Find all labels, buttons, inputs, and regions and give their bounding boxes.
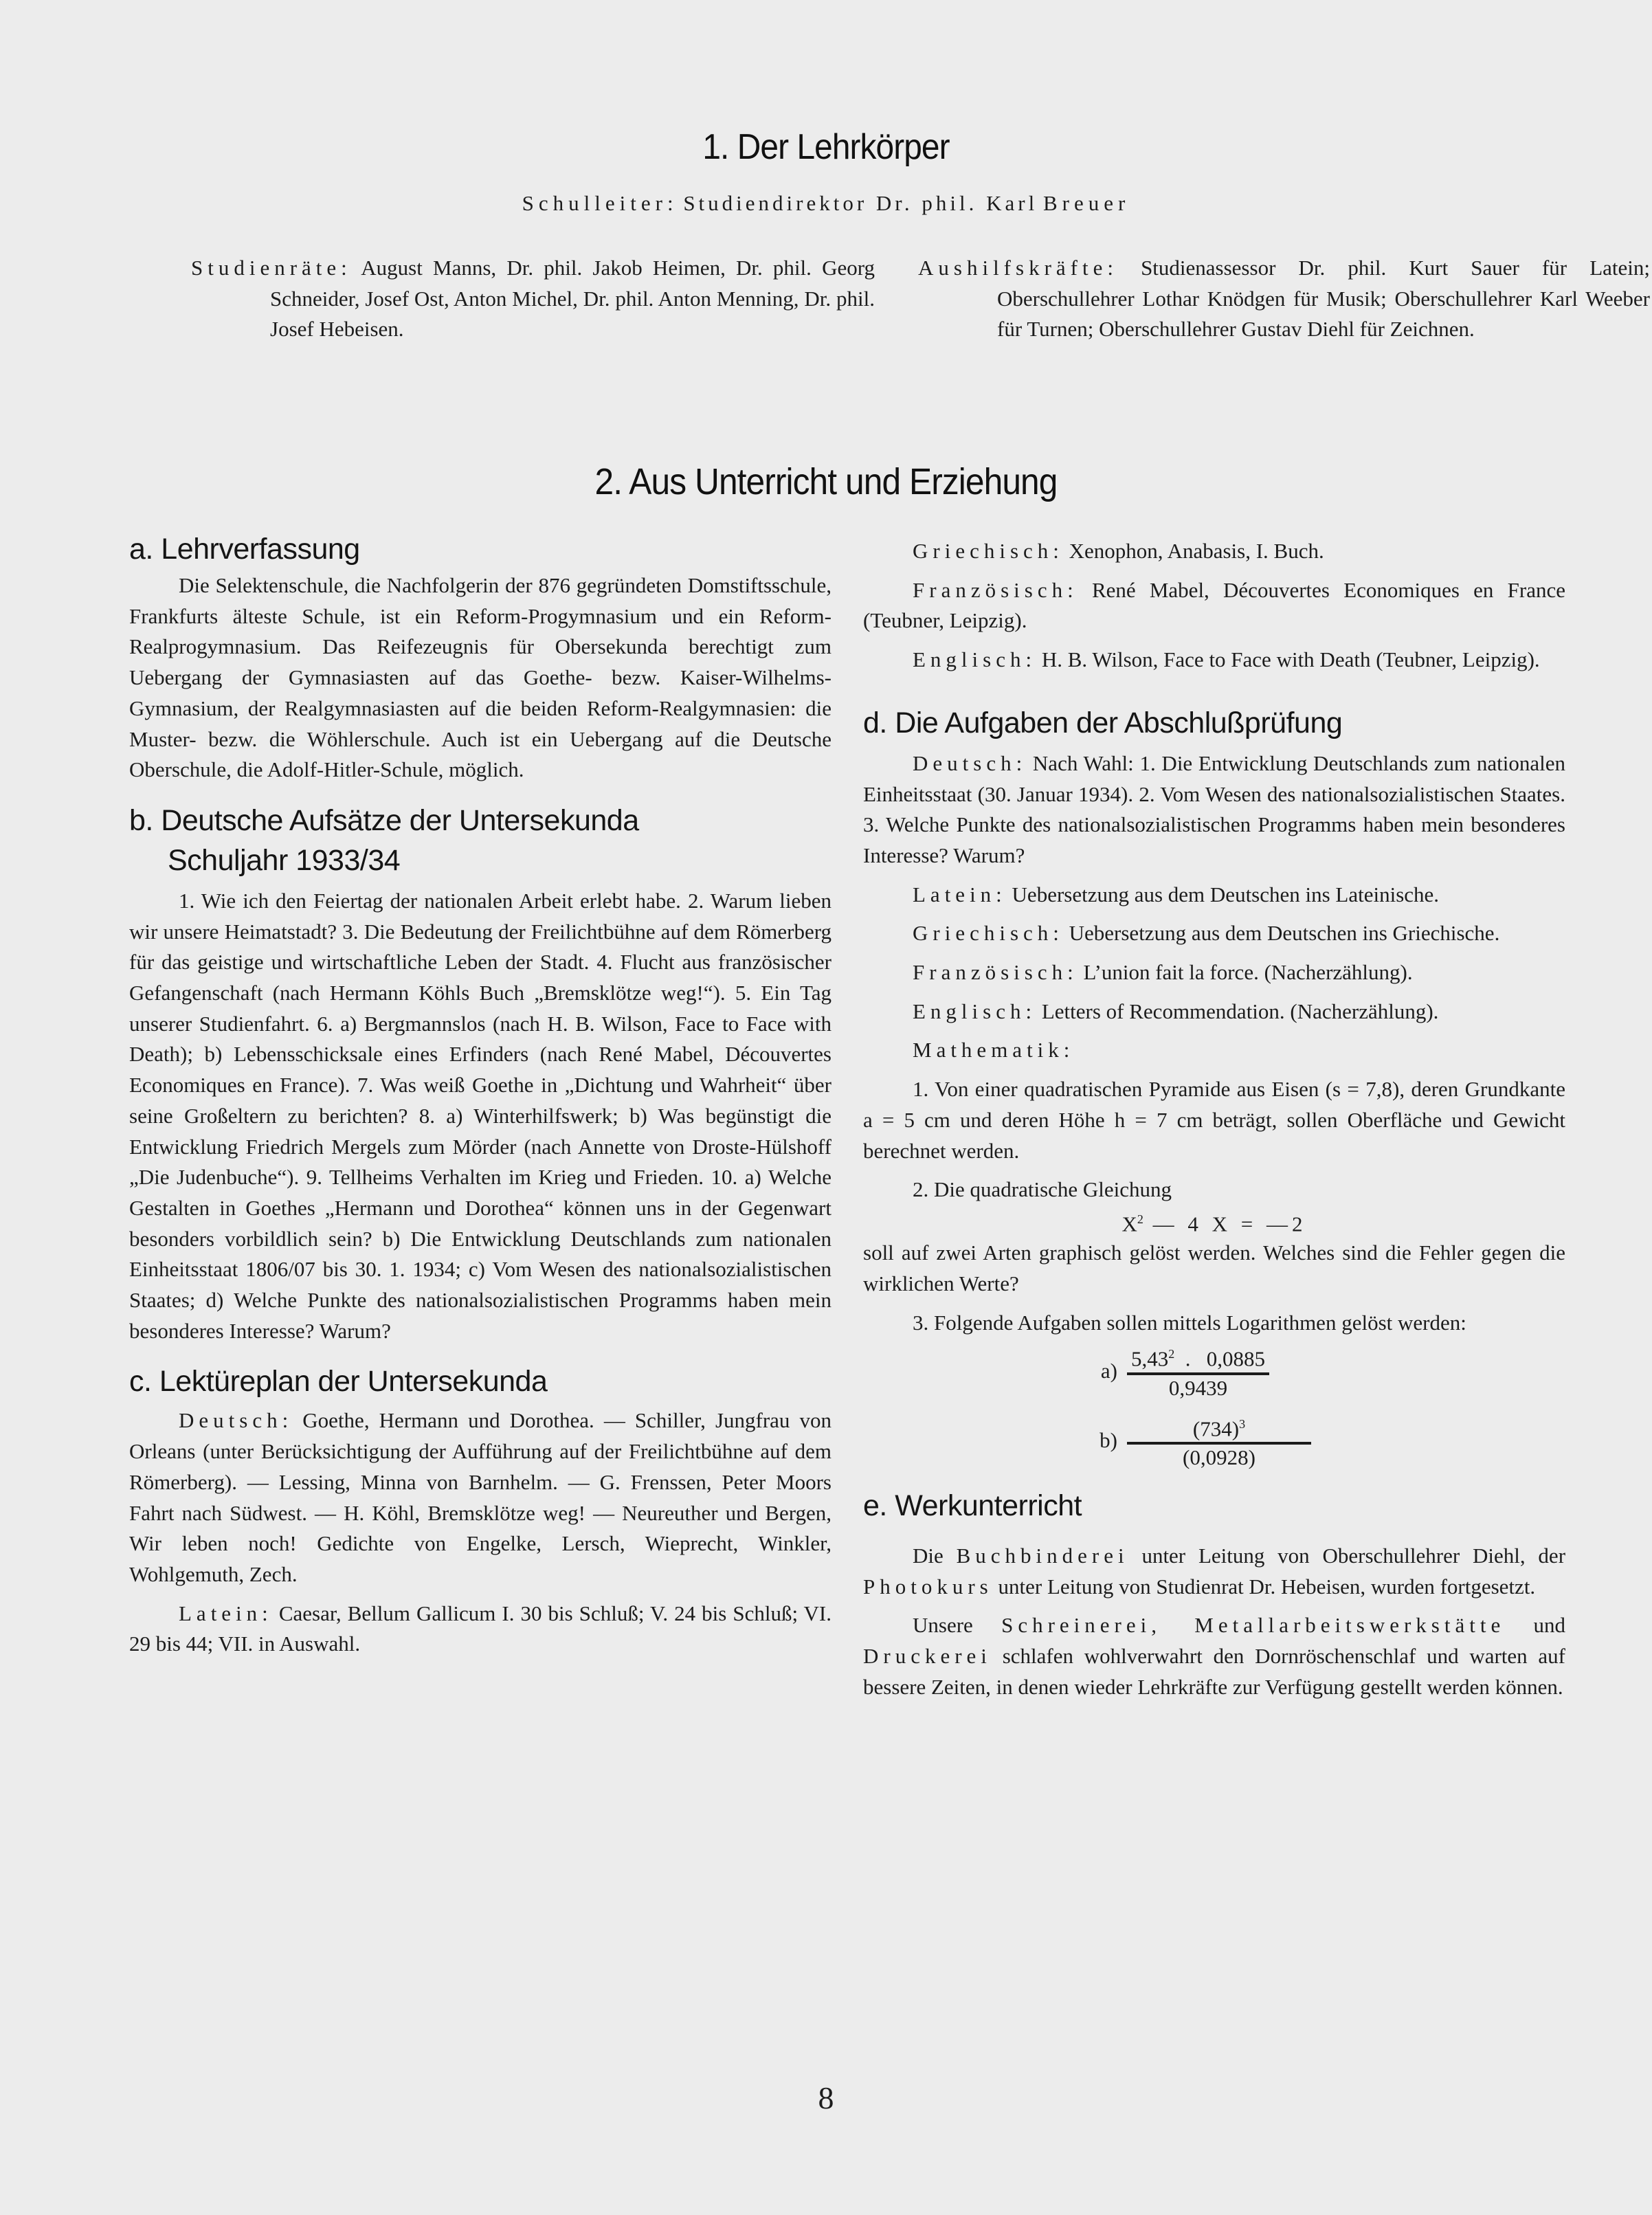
pruefung-griechisch <box>863 918 1565 949</box>
fraction-b-numerator <box>1189 1411 1249 1442</box>
pruefung-deutsch <box>863 748 1565 871</box>
schulleiter-line <box>0 191 1652 216</box>
fraction-b-num-exp: 3 <box>1239 1416 1246 1431</box>
pruefung-griechisch-text: Uebersetzung aus dem Deutschen ins Griechische. <box>1069 921 1500 946</box>
section-c-body-right <box>863 536 1565 676</box>
math-task-2-intro: 2. Die quadratische Gleichung <box>913 1177 1172 1202</box>
heading-e: e. Werkunterricht <box>863 1489 1082 1523</box>
pruefung-deutsch-label: Deutsch: <box>913 750 1027 775</box>
fraction-b-label: b) <box>1100 1428 1117 1453</box>
math-task-2-equation <box>863 1205 1565 1238</box>
lektuere-franzoesisch-text: René Mabel, Découvertes Economiques en France (Teubner, Leipzig). <box>863 577 1565 633</box>
schulleiter-surname: Breuer <box>1042 191 1130 215</box>
werkunterricht-paragraph-1 <box>863 1541 1565 1602</box>
pruefung-englisch-text: Letters of Recommendation. (Nacherzählung). <box>1041 999 1439 1023</box>
section-b-body <box>129 886 831 1347</box>
p1-emphasis-buchbinderei: Buchbinderei <box>956 1544 1129 1568</box>
p2-text-mid: und <box>1533 1613 1566 1638</box>
lektuere-griechisch-text: Xenophon, Anabasis, I. Buch. <box>1069 539 1324 563</box>
pruefung-englisch <box>863 997 1565 1027</box>
lektuere-franzoesisch <box>863 575 1565 636</box>
lektuere-franzoesisch-label: Französisch: <box>913 577 1078 602</box>
p2-emphasis-druckerei: Druckerei <box>863 1644 992 1669</box>
heading-c: c. Lektüreplan der Untersekunda <box>129 1365 548 1399</box>
section-1-title: 1. Der Lehrkörper <box>702 127 950 167</box>
equation-exponent: 2 <box>1137 1212 1143 1226</box>
fraction-b <box>1069 1411 1565 1471</box>
lektuere-deutsch-label: Deutsch: <box>179 1408 293 1433</box>
lektuere-latein <box>129 1599 831 1660</box>
heading-d: d. Die Aufgaben der Abschlußprüfung <box>863 706 1343 739</box>
fraction-a <box>1069 1341 1565 1401</box>
pruefung-deutsch-text: Nach Wahl: 1. Die Entwicklung Deutschlands zum nationalen Einheitsstaat (30. Januar 1934). 2. Vom Wesen des nationalsozialistischen Staates. 3. Welche Punkte des nationalsozialistischen Programms haben mein besonderes Interesse? Warum? <box>863 750 1565 867</box>
werkunterricht-paragraph-2 <box>863 1610 1565 1702</box>
mathematik-label: Mathematik: <box>913 1038 1075 1062</box>
p2-emphasis-werkstaetten: Schreinerei, Metallarbeitswerkstätte <box>1001 1613 1506 1638</box>
lektuere-griechisch-label: Griechisch: <box>913 539 1064 563</box>
section-c-body-left <box>129 1405 831 1660</box>
pruefung-latein-text: Uebersetzung aus dem Deutschen ins Lateinische. <box>1012 882 1440 906</box>
studienraete-block <box>191 253 875 345</box>
p2-text-pre: Unsere <box>913 1613 973 1638</box>
lektuere-englisch-label: Englisch: <box>913 647 1037 672</box>
lektuere-englisch <box>863 645 1565 676</box>
pruefung-englisch-label: Englisch: <box>913 999 1037 1023</box>
section-d-body <box>863 748 1565 1471</box>
pruefung-griechisch-label: Griechisch: <box>913 921 1064 946</box>
pruefung-mathematik-label <box>863 1035 1565 1066</box>
p1-emphasis-photokurs: Photokurs <box>863 1574 993 1599</box>
fraction-b-denominator: (0,0928) <box>1183 1445 1255 1470</box>
lektuere-griechisch <box>863 536 1565 567</box>
heading-a: a. Lehrverfassung <box>129 533 360 566</box>
fraction-a-denominator: 0,9439 <box>1168 1375 1228 1400</box>
studienraete-text: August Manns, Dr. phil. Jakob Heimen, Dr. phil. Georg Schneider, Josef Ost, Anton Michel, Dr. phil. Anton Menning, Dr. phil. Josef Hebeisen. <box>270 256 875 342</box>
lektuere-deutsch <box>129 1405 831 1590</box>
equation-rest: — 4 X = —2 <box>1143 1212 1307 1236</box>
equation-base: X <box>1121 1212 1137 1236</box>
fraction-a-num-rest: . 0,0885 <box>1174 1346 1265 1371</box>
section-e-body <box>863 1541 1565 1703</box>
heading-b: b. Deutsche Aufsätze der Untersekunda <box>129 803 639 837</box>
heading-b-year: Schuljahr 1933/34 <box>168 843 401 877</box>
aushilfskraefte-text: Studienassessor Dr. phil. Kurt Sauer für Latein; Oberschullehrer Lothar Knödgen für Musik; Oberschullehrer Karl Weeber für Turnen; Oberschullehrer Gustav Diehl für Zeichnen. <box>997 256 1650 342</box>
right-column <box>863 536 1565 1703</box>
p1-text-post: unter Leitung von Studienrat Dr. Hebeisen, wurden fortgesetzt. <box>998 1574 1536 1599</box>
fraction-a-numerator <box>1127 1341 1269 1372</box>
lektuere-englisch-text: H. B. Wilson, Face to Face with Death (Teubner, Leipzig). <box>1041 647 1540 672</box>
p2-text-post: schlafen wohlverwahrt den Dornröschenschlaf und warten auf bessere Zeiten, in denen wieder Lehrkräfte zur Verfügung gestellt werden können. <box>863 1644 1566 1699</box>
fraction-b-expression <box>1127 1411 1311 1471</box>
p1-text-mid: unter Leitung von Oberschullehrer Diehl, der <box>1141 1544 1566 1568</box>
pruefung-latein <box>863 880 1565 911</box>
p1-text-pre: Die <box>913 1544 944 1568</box>
studienraete-label: Studienräte: <box>191 256 352 280</box>
lehrverfassung-paragraph: Die Selektenschule, die Nachfolgerin der 876 gegründeten Domstiftsschule, Frankfurts älteste Schule, ist ein Reform-Progymnasium und ein Reform-Realprogymnasium. Das Reifezeugnis für Obersekunda berechtigt zum Uebergang der Gymnasiasten auf das Goethe- bezw. Kaiser-Wilhelms-Gymnasium, der Realgymnasiasten auf die beiden Reform-Realgymnasien: die Muster- bezw. die Wöhlerschule. Auch ist ein Uebergang auf die Deutsche Oberschule, die Adolf-Hitler-Schule, möglich. <box>129 573 831 782</box>
aufsaetze-paragraph: 1. Wie ich den Feiertag der nationalen Arbeit erlebt habe. 2. Warum lieben wir unsere Heimatstadt? 3. Die Bedeutung der Freilichtbühne auf dem Römerberg für das geistige und wirtschaftliche Leben der Stadt. 4. Flucht aus französischer Gefangenschaft (nach Hermann Köhls Buch „Bremsklötze weg!“). 5. Ein Tag unserer Studienfahrt. 6. a) Bergmannslos (nach H. B. Wilson, Face to Face with Death); b) Lebensschicksale eines Erfinders (nach René Mabel, Découvertes Economiques en France). 7. Was weiß Goethe in „Dichtung und Wahrheit“ über seine Großeltern zu berichten? 8. a) Winterhilfswerk; b) Was begünstigt die Entwicklung Friedrich Mergels zum Mörder (nach Annette von Droste-Hülshoff „Die Judenbuche“). 9. Tellheims Verhalten im Krieg und Frieden. 10. a) Welche Gestalten in Goethes „Hermann und Dorothea“ können uns in der Gegenwart besonders vorbildlich sein? b) Die Entwicklung Deutschlands zum nationalen Einheitsstaat 1806/07 bis 30. 1. 1934; c) Vom Wesen des nationalsozialistischen Staates; d) Welche Punkte des nationalsozialistischen Programms haben mein besonderes Interesse? Warum? <box>129 888 831 1343</box>
math-task-1: 1. Von einer quadratischen Pyramide aus Eisen (s = 7,8), deren Grundkante a = 5 cm und deren Höhe h = 7 cm beträgt, sollen Oberfläche und Gewicht berechnet werden. <box>863 1077 1565 1163</box>
aushilfskraefte-block <box>918 253 1650 345</box>
section-2-title: 2. Aus Unterricht und Erziehung <box>594 461 1058 502</box>
fraction-a-expression <box>1127 1341 1269 1401</box>
schulleiter-label: Schulleiter: <box>522 191 678 215</box>
section-a-body <box>129 570 831 786</box>
aushilfskraefte-label: Aushilfskräfte: <box>918 256 1118 280</box>
pruefung-franzoesisch-label: Französisch: <box>913 960 1078 985</box>
math-task-3-intro: 3. Folgende Aufgaben sollen mittels Logarithmen gelöst werden: <box>913 1310 1466 1335</box>
fraction-a-num-exp: 2 <box>1168 1347 1175 1361</box>
pruefung-franzoesisch <box>863 957 1565 988</box>
page-number: 8 <box>818 2080 834 2115</box>
left-column <box>129 529 831 1660</box>
schulleiter-text: Studiendirektor Dr. phil. Karl <box>683 191 1038 215</box>
math-task-2-text: soll auf zwei Arten graphisch gelöst werden. Welches sind die Fehler gegen die wirklichen Werte? <box>863 1240 1565 1295</box>
lektuere-deutsch-text: Goethe, Hermann und Dorothea. — Schiller, Jungfrau von Orleans (unter Berücksichtigung der Aufführung auf der Freilichtbühne auf dem Römerberg). — Lessing, Minna von Barnhelm. — G. Frenssen, Peter Moors Fahrt nach Südwest. — H. Köhl, Bremsklötze weg! — Neureuther und Bergen, Wir leben noch! Gedichte von Engelke, Lersch, Wieprecht, Winkler, Wohlgemuth, Zech. <box>129 1408 831 1586</box>
lektuere-latein-text: Caesar, Bellum Gallicum I. 30 bis Schluß; V. 24 bis Schluß; VI. 29 bis 44; VII. in Auswahl. <box>129 1601 831 1656</box>
fraction-b-num-base: (734) <box>1192 1416 1240 1441</box>
pruefung-franzoesisch-text: L’union fait la force. (Nacherzählung). <box>1083 960 1413 985</box>
pruefung-latein-label: Latein: <box>913 882 1007 906</box>
lektuere-latein-label: Latein: <box>179 1601 273 1625</box>
fraction-a-label: a) <box>1100 1358 1117 1383</box>
fraction-a-num-base: 5,43 <box>1131 1346 1169 1371</box>
